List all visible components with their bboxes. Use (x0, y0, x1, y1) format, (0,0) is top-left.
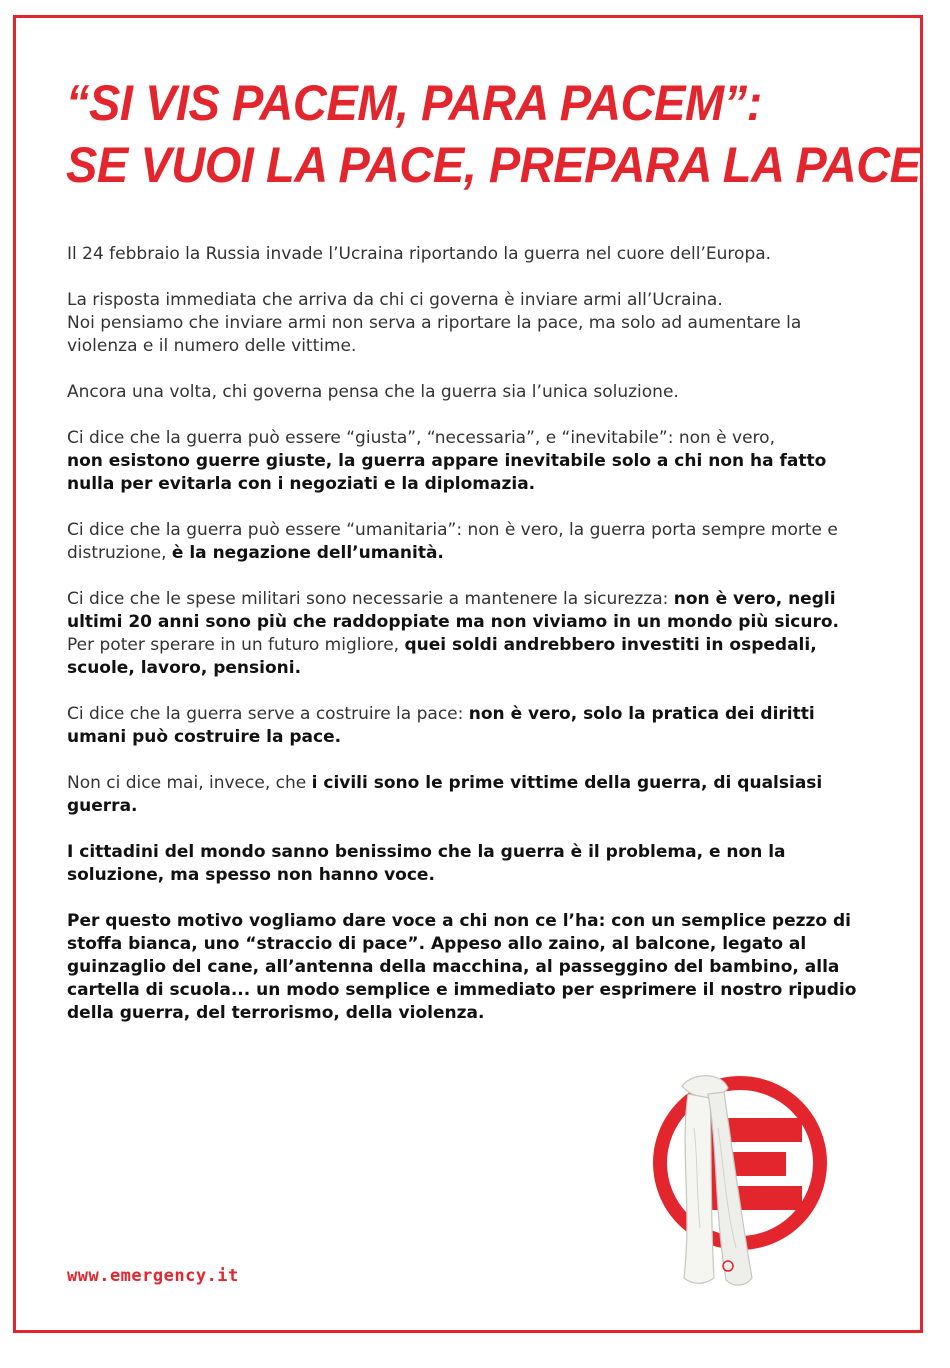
headline-line-2: SE VUOI LA PACE, PREPARA LA PACE (66, 137, 921, 193)
headline (66, 72, 921, 196)
paragraph-5: Ci dice che la guerra può essere “umanitaria”: non è vero, la guerra porta sempre morte e distruzione, è la negazione dell’umanità. (67, 520, 838, 563)
body-text (67, 243, 867, 1048)
paragraph-9: I cittadini del mondo sanno benissimo che la guerra è il problema, e non la soluzione, ma spesso non hanno voce. (67, 842, 786, 885)
paragraph-10: Per questo motivo vogliamo dare voce a chi non ce l’ha: con un semplice pezzo di stoffa bianca, uno “straccio di pace”. Appeso allo zaino, al balcone, legato al guinzaglio del cane, all’antenna della macchina, al passeggino del bambino, alla cartella di scuola... un modo semplice e immediato per esprimere il nostro ripudio della guerra, del terrorismo, della violenza. (67, 911, 857, 1023)
paragraph-1: Il 24 febbraio la Russia invade l’Ucraina riportando la guerra nel cuore dell’Europa. (67, 244, 772, 264)
emergency-logo (640, 1058, 830, 1298)
headline-line-1: “SI VIS PACEM, PARA PACEM”: (66, 75, 762, 131)
paragraph-2: La risposta immediata che arriva da chi ci governa è inviare armi all’Ucraina. Noi pensiamo che inviare armi non serva a riportare la pace, ma solo ad aumentare la violenza e il numero delle vittime. (67, 290, 802, 356)
paragraph-4: Ci dice che la guerra può essere “giusta”, “necessaria”, e “inevitabile”: non è vero, non esistono guerre giuste, la guerra appare inevitabile solo a chi non ha fatto nulla per evitarla con i negoziati e la diplomazia. (67, 428, 827, 494)
paragraph-3: Ancora una volta, chi governa pensa che la guerra sia l’unica soluzione. (67, 382, 679, 402)
footer-url[interactable]: www.emergency.it (67, 1266, 239, 1286)
paragraph-8: Non ci dice mai, invece, che i civili sono le prime vittime della guerra, di qualsiasi guerra. (67, 773, 823, 816)
white-scarf-icon (682, 1076, 752, 1285)
paragraph-7: Ci dice che la guerra serve a costruire la pace: non è vero, solo la pratica dei diritti umani può costruire la pace. (67, 704, 815, 747)
paragraph-6: Ci dice che le spese militari sono necessarie a mantenere la sicurezza: non è vero, negli ultimi 20 anni sono più che raddoppiate ma non viviamo in un mondo più sicuro. Per poter sperare in un futuro migliore, quei soldi andrebbero investiti in ospedali, scuole, lavoro, pensioni. (67, 589, 839, 678)
